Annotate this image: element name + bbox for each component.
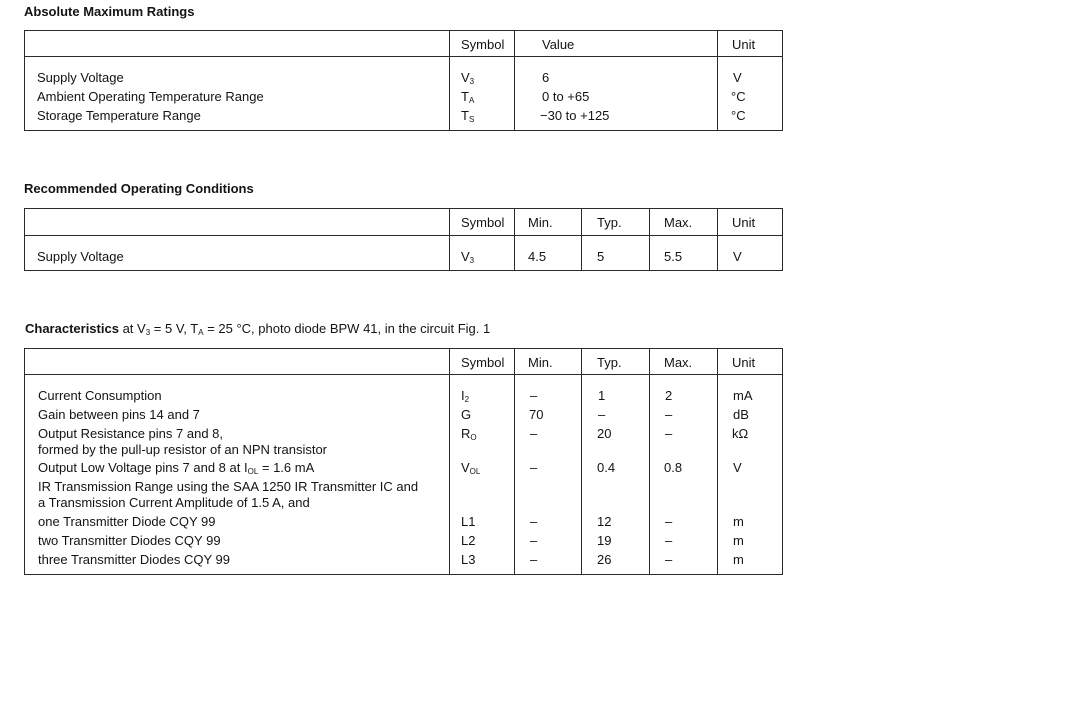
row-typ: 20	[597, 426, 612, 441]
row-unit: V	[733, 249, 742, 264]
row-min: –	[530, 552, 538, 567]
row-unit: m	[733, 552, 744, 567]
column-divider	[649, 349, 650, 574]
abs-max-title: Absolute Maximum Ratings	[24, 4, 195, 19]
header-unit: Unit	[732, 215, 756, 230]
header-symbol: Symbol	[461, 37, 505, 52]
column-divider	[449, 209, 450, 270]
row-typ: 0.4	[597, 460, 616, 475]
row-symbol: G	[461, 407, 472, 422]
column-divider	[581, 349, 582, 574]
row-min: –	[530, 533, 538, 548]
row-unit: mA	[733, 388, 753, 403]
row-unit: m	[733, 533, 744, 548]
column-divider	[449, 349, 450, 574]
row-param-continuation: a Transmission Current Amplitude of 1.5 A, and	[38, 495, 310, 510]
header-typ: Typ.	[597, 355, 622, 370]
row-typ: 5	[597, 249, 605, 264]
row-unit: °C	[731, 89, 746, 104]
rec-op-title: Recommended Operating Conditions	[24, 181, 254, 196]
row-symbol: $I_2$	[461, 388, 470, 404]
row-max: –	[665, 533, 673, 548]
column-divider	[717, 209, 718, 270]
row-typ: 12	[597, 514, 612, 529]
row-typ: –	[598, 407, 606, 422]
row-unit: m	[733, 514, 744, 529]
row-symbol: $V_{OL}$	[461, 460, 481, 476]
header-symbol: Symbol	[461, 215, 505, 230]
row-min: –	[530, 388, 538, 403]
header-value: Value	[542, 37, 575, 52]
row-param: two Transmitter Diodes CQY 99	[38, 533, 221, 548]
header-max: Max.	[664, 355, 693, 370]
row-symbol: $T_S$	[461, 108, 475, 124]
row-symbol: $V_3$	[461, 70, 475, 86]
row-min: –	[530, 514, 538, 529]
column-divider	[649, 209, 650, 270]
row-param: Supply Voltage	[37, 249, 124, 264]
row-symbol: $R_O$	[461, 426, 477, 442]
column-divider	[449, 31, 450, 130]
row-symbol: L3	[461, 552, 476, 567]
row-value: −30 to +125	[540, 108, 610, 123]
header-min: Min.	[528, 215, 553, 230]
header-max: Max.	[664, 215, 693, 230]
row-max: 0.8	[664, 460, 683, 475]
row-param: Storage Temperature Range	[37, 108, 201, 123]
row-param: Gain between pins 14 and 7	[38, 407, 200, 422]
row-max: 2	[665, 388, 673, 403]
column-divider	[514, 31, 515, 130]
header-unit: Unit	[732, 37, 756, 52]
row-param: three Transmitter Diodes CQY 99	[38, 552, 230, 567]
row-max: –	[665, 552, 673, 567]
row-max: –	[665, 426, 673, 441]
header-symbol: Symbol	[461, 355, 505, 370]
row-symbol: L2	[461, 533, 476, 548]
column-divider	[514, 209, 515, 270]
row-param: Output Resistance pins 7 and 8,	[38, 426, 224, 441]
row-max: –	[665, 407, 673, 422]
column-divider	[514, 349, 515, 574]
row-typ: 1	[598, 388, 606, 403]
row-unit: V	[733, 70, 742, 85]
row-min: 4.5	[528, 249, 547, 264]
row-min: 70	[529, 407, 544, 422]
table-header	[25, 31, 782, 57]
header-min: Min.	[528, 355, 553, 370]
rec-op-table	[24, 208, 783, 271]
row-unit: °C	[731, 108, 746, 123]
row-typ: 26	[597, 552, 612, 567]
row-value: 6	[542, 70, 550, 85]
abs-max-table	[24, 30, 783, 131]
row-unit: V	[733, 460, 742, 475]
row-param: Supply Voltage	[37, 70, 124, 85]
row-param: Ambient Operating Temperature Range	[37, 89, 264, 104]
row-param-continuation: formed by the pull-up resistor of an NPN transistor	[38, 442, 328, 457]
column-divider	[717, 31, 718, 130]
row-unit: kΩ	[732, 426, 749, 441]
header-typ: Typ.	[597, 215, 622, 230]
row-param: Current Consumption	[38, 388, 162, 403]
column-divider	[717, 349, 718, 574]
characteristics-title: Characteristics at $V_3 = 5$ V, $T_A = 25$ °C, photo diode BPW 41, in the circuit Fig. 1	[25, 321, 491, 337]
row-max: 5.5	[664, 249, 683, 264]
row-param: IR Transmission Range using the SAA 1250 IR Transmitter IC and	[38, 479, 419, 494]
row-param: Output Low Voltage pins 7 and 8 at $I_{OL} = 1.6$ mA	[38, 460, 315, 476]
row-value: 0 to +65	[542, 89, 590, 104]
header-unit: Unit	[732, 355, 756, 370]
row-typ: 19	[597, 533, 612, 548]
row-max: –	[665, 514, 673, 529]
column-divider	[581, 209, 582, 270]
characteristics-table	[24, 348, 783, 575]
row-param: one Transmitter Diode CQY 99	[38, 514, 216, 529]
row-unit: dB	[733, 407, 749, 422]
row-symbol: $T_A$	[461, 89, 475, 105]
row-min: –	[530, 426, 538, 441]
row-symbol: $V_3$	[461, 249, 475, 265]
row-min: –	[530, 460, 538, 475]
row-symbol: L1	[461, 514, 476, 529]
